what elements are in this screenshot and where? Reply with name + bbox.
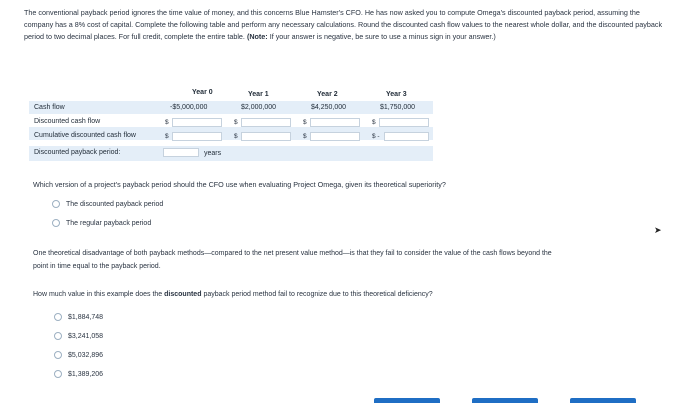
mouse-cursor-icon: ➤ xyxy=(654,225,662,235)
dcf-currency-2: $ xyxy=(303,119,307,126)
radio-icon[interactable] xyxy=(52,219,60,227)
action-button-bar-left[interactable] xyxy=(374,398,440,403)
payback-period-input[interactable] xyxy=(163,148,199,157)
cumulative-year-3-input[interactable] xyxy=(384,132,429,141)
cum-currency-3: $ - xyxy=(372,133,380,140)
row-label-cumulative: Cumulative discounted cash flow xyxy=(34,132,136,139)
cash-flow-year-3: $1,750,000 xyxy=(380,104,416,111)
cash-flow-year-0: -$5,000,000 xyxy=(170,104,208,111)
action-button-bar-right[interactable] xyxy=(570,398,636,403)
header-year-3: Year 3 xyxy=(386,91,407,98)
option-regular-payback[interactable]: The regular payback period xyxy=(52,219,151,227)
header-year-0: Year 0 xyxy=(192,89,213,96)
note-label: (Note: xyxy=(246,32,268,42)
option-value-2[interactable]: $3,241,058 xyxy=(54,332,103,340)
cum-currency-2: $ xyxy=(303,133,307,140)
radio-icon[interactable] xyxy=(54,370,62,378)
dcf-year-3-input[interactable] xyxy=(379,118,429,127)
cumulative-year-2-input[interactable] xyxy=(310,132,360,141)
question-1: Which version of a project's payback period should the CFO use when evaluating Project Omega, given its theoretical superiority? xyxy=(33,180,446,189)
dcf-year-1-input[interactable] xyxy=(241,118,291,127)
note-text: If your answer is negative, be sure to use a minus sign in your answer.) xyxy=(269,32,496,42)
option-value-1[interactable]: $1,884,748 xyxy=(54,313,103,321)
cash-flow-year-2: $4,250,000 xyxy=(311,104,347,111)
option-discounted-payback[interactable]: The discounted payback period xyxy=(52,200,163,208)
dcf-currency-1: $ xyxy=(234,119,238,126)
row-label-cash-flow: Cash flow xyxy=(34,104,65,111)
cash-flow-year-1: $2,000,000 xyxy=(241,104,277,111)
cum-currency-0: $ xyxy=(165,133,169,140)
payback-table xyxy=(29,88,433,161)
radio-icon[interactable] xyxy=(54,332,62,340)
option-value-3[interactable]: $5,032,896 xyxy=(54,351,103,359)
dcf-currency-3: $ xyxy=(372,119,376,126)
dcf-year-2-input[interactable] xyxy=(310,118,360,127)
cumulative-year-0-input[interactable] xyxy=(172,132,222,141)
radio-icon[interactable] xyxy=(54,313,62,321)
question-2: How much value in this example does the discounted payback period method fail to recognize due to this theoretical deficiency? xyxy=(33,291,433,298)
header-year-1: Year 1 xyxy=(248,91,269,98)
row-label-discounted-cash-flow: Discounted cash flow xyxy=(34,118,101,125)
payback-unit: years xyxy=(204,150,222,157)
dcf-currency-0: $ xyxy=(165,119,169,126)
cumulative-year-1-input[interactable] xyxy=(241,132,291,141)
theory-paragraph: One theoretical disadvantage of both payback methods—compared to the net present value method—is that they fail to consider the value of the cash flows beyond the point in time equal to the payback period. xyxy=(33,250,552,270)
action-button-bar-middle[interactable] xyxy=(472,398,538,403)
instructions: The conventional payback period ignores the time value of money, and this concerns Blue Hamster's CFO. He has now asked you to compute Omega's discounted payback period, assuming the company has a 8% cost of capital. Complete the following table and perform any necessary calculations. Round the discounted cash flow values to the nearest whole dollar, and the discounted payback period to two decimal places. For full credit, complete the entire table. (Note: If your answer is negative, be sure to use a minus sign in your answer.) xyxy=(24,8,663,42)
row-label-payback: Discounted payback period: xyxy=(34,149,121,156)
dcf-year-0-input[interactable] xyxy=(172,118,222,127)
radio-icon[interactable] xyxy=(52,200,60,208)
header-year-2: Year 2 xyxy=(317,91,338,98)
option-value-4[interactable]: $1,389,206 xyxy=(54,370,103,378)
radio-icon[interactable] xyxy=(54,351,62,359)
cum-currency-1: $ xyxy=(234,133,238,140)
